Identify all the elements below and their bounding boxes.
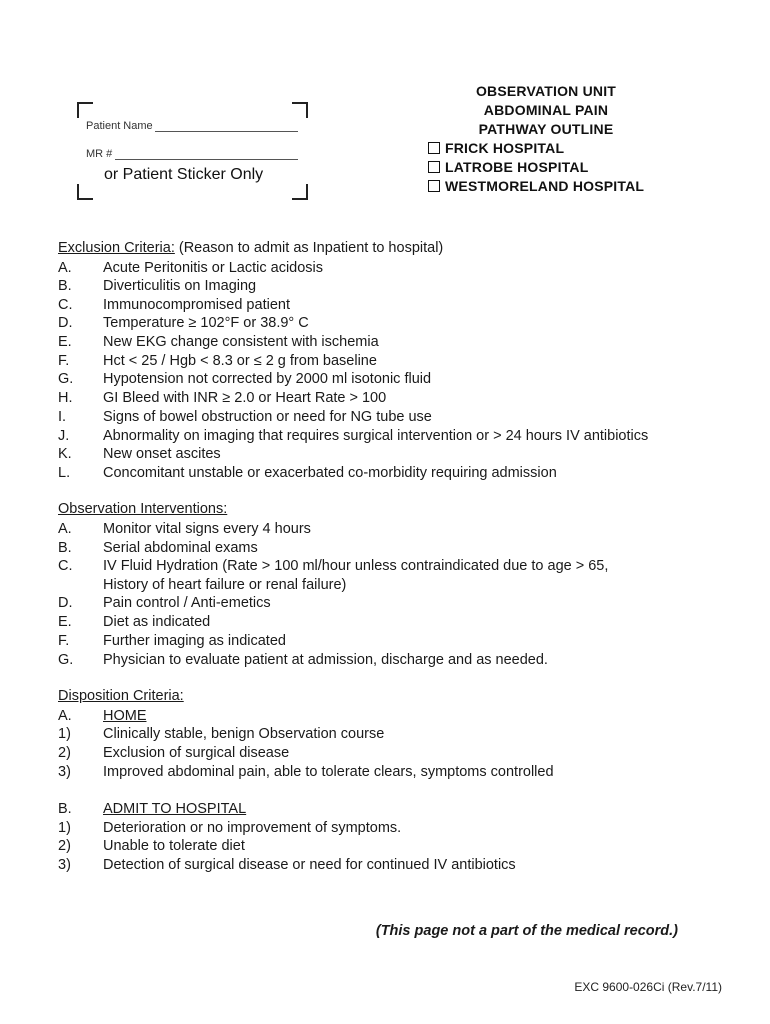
corner-mark — [292, 184, 308, 200]
exclusion-subtitle: (Reason to admit as Inpatient to hospital) — [174, 240, 444, 256]
corner-mark — [77, 102, 93, 118]
mr-label: MR # — [86, 148, 113, 160]
header-line-2: ABDOMINAL PAIN — [483, 102, 609, 118]
checkbox-icon[interactable] — [428, 180, 440, 192]
interventions-title: Observation Interventions: — [58, 501, 228, 517]
corner-mark — [292, 102, 308, 118]
checkbox-icon[interactable] — [428, 142, 440, 154]
mr-field[interactable] — [115, 159, 298, 160]
disposition-title: Disposition Criteria: — [58, 688, 184, 704]
hospital-option-latrobe[interactable]: LATROBE HOSPITAL — [428, 159, 588, 175]
patient-name-field[interactable] — [155, 131, 298, 132]
hospital-option-frick[interactable]: FRICK HOSPITAL — [428, 140, 564, 156]
disposition-heading — [58, 688, 184, 704]
patient-name-label: Patient Name — [86, 120, 153, 132]
medical-record-note: (This page not a part of the medical record.) — [375, 923, 678, 939]
interventions-heading — [58, 501, 227, 517]
hospital-option-westmoreland[interactable]: WESTMORELAND HOSPITAL — [428, 178, 644, 194]
form-number: EXC 9600-026Ci (Rev.7/11) — [574, 980, 722, 994]
exclusion-title: Exclusion Criteria: — [58, 240, 175, 256]
header-line-3: PATHWAY OUTLINE — [478, 121, 614, 137]
sticker-text: or Patient Sticker Only — [104, 166, 264, 183]
exclusion-heading — [58, 240, 443, 256]
header-line-1: OBSERVATION UNIT — [475, 83, 617, 99]
checkbox-icon[interactable] — [428, 161, 440, 173]
corner-mark — [77, 184, 93, 200]
